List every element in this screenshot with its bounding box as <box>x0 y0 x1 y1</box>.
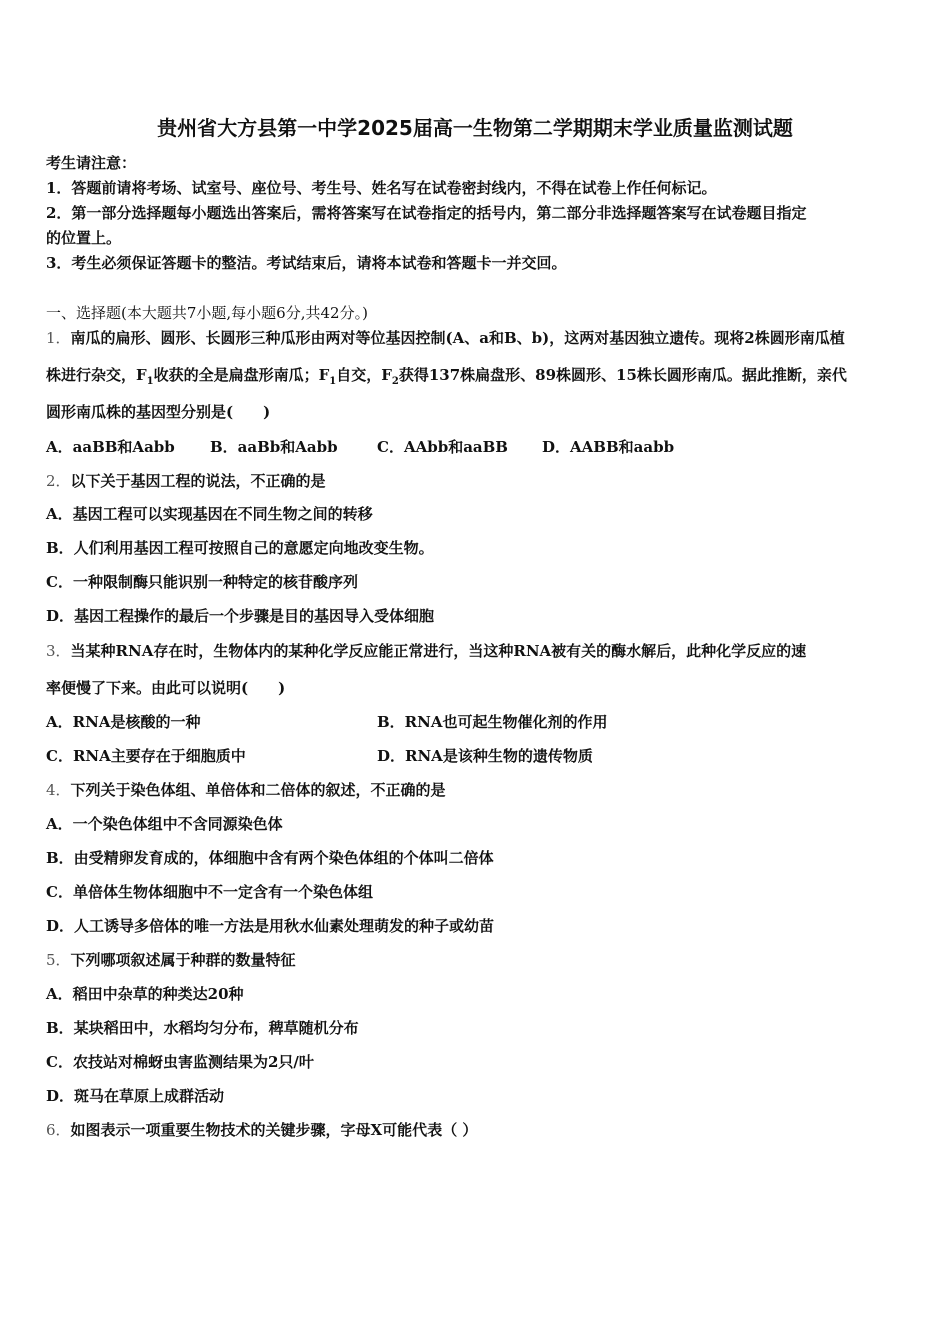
q3-option-d[interactable]: D．RNA是该种生物的遗传物质 <box>377 747 593 765</box>
exam-title: 贵州省大方县第一中学2025届高一生物第二学期期末学业质量监测试题 <box>157 116 793 140</box>
q4-option-d[interactable]: D．人工诱导多倍体的唯一方法是用秋水仙素处理萌发的种子或幼苗 <box>46 917 495 935</box>
q1-stem-2d: 获得137株扁盘形、89株圆形、15株长圆形南瓜。据此推断，亲代 <box>398 366 847 384</box>
q1-line3: 圆形南瓜株的基因型分别是( ) <box>46 403 271 421</box>
q3-option-a[interactable]: A．RNA是核酸的一种 <box>46 713 201 731</box>
notice-heading: 考生请注意： <box>46 154 137 172</box>
q1-sub2: 1 <box>329 376 337 387</box>
q2-option-b[interactable]: B．人们利用基因工程可按照自己的意愿定向地改变生物。 <box>46 539 434 557</box>
q1-option-d[interactable]: D．AABB和aabb <box>542 438 675 456</box>
q2-option-c[interactable]: C．一种限制酶只能识别一种特定的核苷酸序列 <box>46 573 358 591</box>
q1-stem-line1: 南瓜的扁形、圆形、长圆形三种瓜形由两对等位基因控制(A、a和B、b)，这两对基因独立遗传。现将2株圆形南瓜植 <box>70 329 845 347</box>
q1-option-c[interactable]: C．AAbb和aaBB <box>377 438 508 456</box>
q5-option-a[interactable]: A．稻田中杂草的种类达20种 <box>46 985 244 1003</box>
q4-option-c[interactable]: C．单倍体生物体细胞中不一定含有一个染色体组 <box>46 883 373 901</box>
q3-option-c[interactable]: C．RNA主要存在于细胞质中 <box>46 747 246 765</box>
q1-number: 1． <box>46 329 71 347</box>
q3-line1 <box>46 640 806 661</box>
q4-option-a[interactable]: A．一个染色体组中不含同源染色体 <box>46 815 283 833</box>
q6-stem <box>46 1119 477 1140</box>
q4-stem-text: 下列关于染色体组、单倍体和二倍体的叙述，不正确的是 <box>70 781 446 799</box>
q3-line2: 率便慢了下来。由此可以说明( ) <box>46 679 286 697</box>
q5-stem <box>46 949 296 970</box>
q3-number: 3． <box>46 642 71 660</box>
q1-line1 <box>46 327 845 348</box>
notice-item-3: 3．考生必须保证答题卡的整洁。考试结束后，请将本试卷和答题卡一并交回。 <box>46 254 567 272</box>
notice-item-2-cont: 的位置上。 <box>46 229 122 247</box>
section-heading: 一、选择题(本大题共7小题,每小题6分,共42分。) <box>46 304 368 322</box>
q2-number: 2． <box>46 472 71 490</box>
q1-option-b[interactable]: B．aaBb和Aabb <box>210 438 338 456</box>
q3-option-b[interactable]: B．RNA也可起生物催化剂的作用 <box>377 713 608 731</box>
q2-option-d[interactable]: D．基因工程操作的最后一个步骤是目的基因导入受体细胞 <box>46 607 435 625</box>
q6-number: 6． <box>46 1121 71 1139</box>
q1-option-a[interactable]: A．aaBB和Aabb <box>46 438 175 456</box>
notice-item-1: 1．答题前请将考场、试室号、座位号、考生号、姓名写在试卷密封线内，不得在试卷上作任何标记。 <box>46 179 717 197</box>
q4-stem <box>46 779 446 800</box>
q3-stem-line1: 当某种RNA存在时，生物体内的某种化学反应能正常进行，当这种RNA被有关的酶水解后，此种化学反应的速 <box>70 642 807 660</box>
q5-number: 5． <box>46 951 71 969</box>
q1-stem-2a: 株进行杂交，F <box>46 366 147 384</box>
notice-item-2: 2．第一部分选择题每小题选出答案后，需将答案写在试卷指定的括号内，第二部分非选择题答案写在试卷题目指定 <box>46 204 807 222</box>
q1-line2 <box>46 364 847 387</box>
q5-option-d[interactable]: D．斑马在草原上成群活动 <box>46 1087 225 1105</box>
q2-stem-text: 以下关于基因工程的说法，不正确的是 <box>70 472 326 490</box>
q1-stem-2b: 收获的全是扁盘形南瓜；F <box>153 366 330 384</box>
q1-sub1: 1 <box>146 376 154 387</box>
q4-option-b[interactable]: B．由受精卵发育成的，体细胞中含有两个染色体组的个体叫二倍体 <box>46 849 494 867</box>
q6-stem-text: 如图表示一项重要生物技术的关键步骤，字母X可能代表（ ） <box>70 1121 478 1139</box>
q5-option-b[interactable]: B．某块稻田中，水稻均匀分布，稗草随机分布 <box>46 1019 359 1037</box>
q2-option-a[interactable]: A．基因工程可以实现基因在不同生物之间的转移 <box>46 505 373 523</box>
q1-stem-2c: 自交，F <box>336 366 392 384</box>
q2-stem <box>46 470 326 491</box>
q4-number: 4． <box>46 781 71 799</box>
q1-sub3: 2 <box>391 376 399 387</box>
q5-option-c[interactable]: C．农技站对棉蚜虫害监测结果为2只/叶 <box>46 1053 314 1071</box>
q5-stem-text: 下列哪项叙述属于种群的数量特征 <box>70 951 296 969</box>
